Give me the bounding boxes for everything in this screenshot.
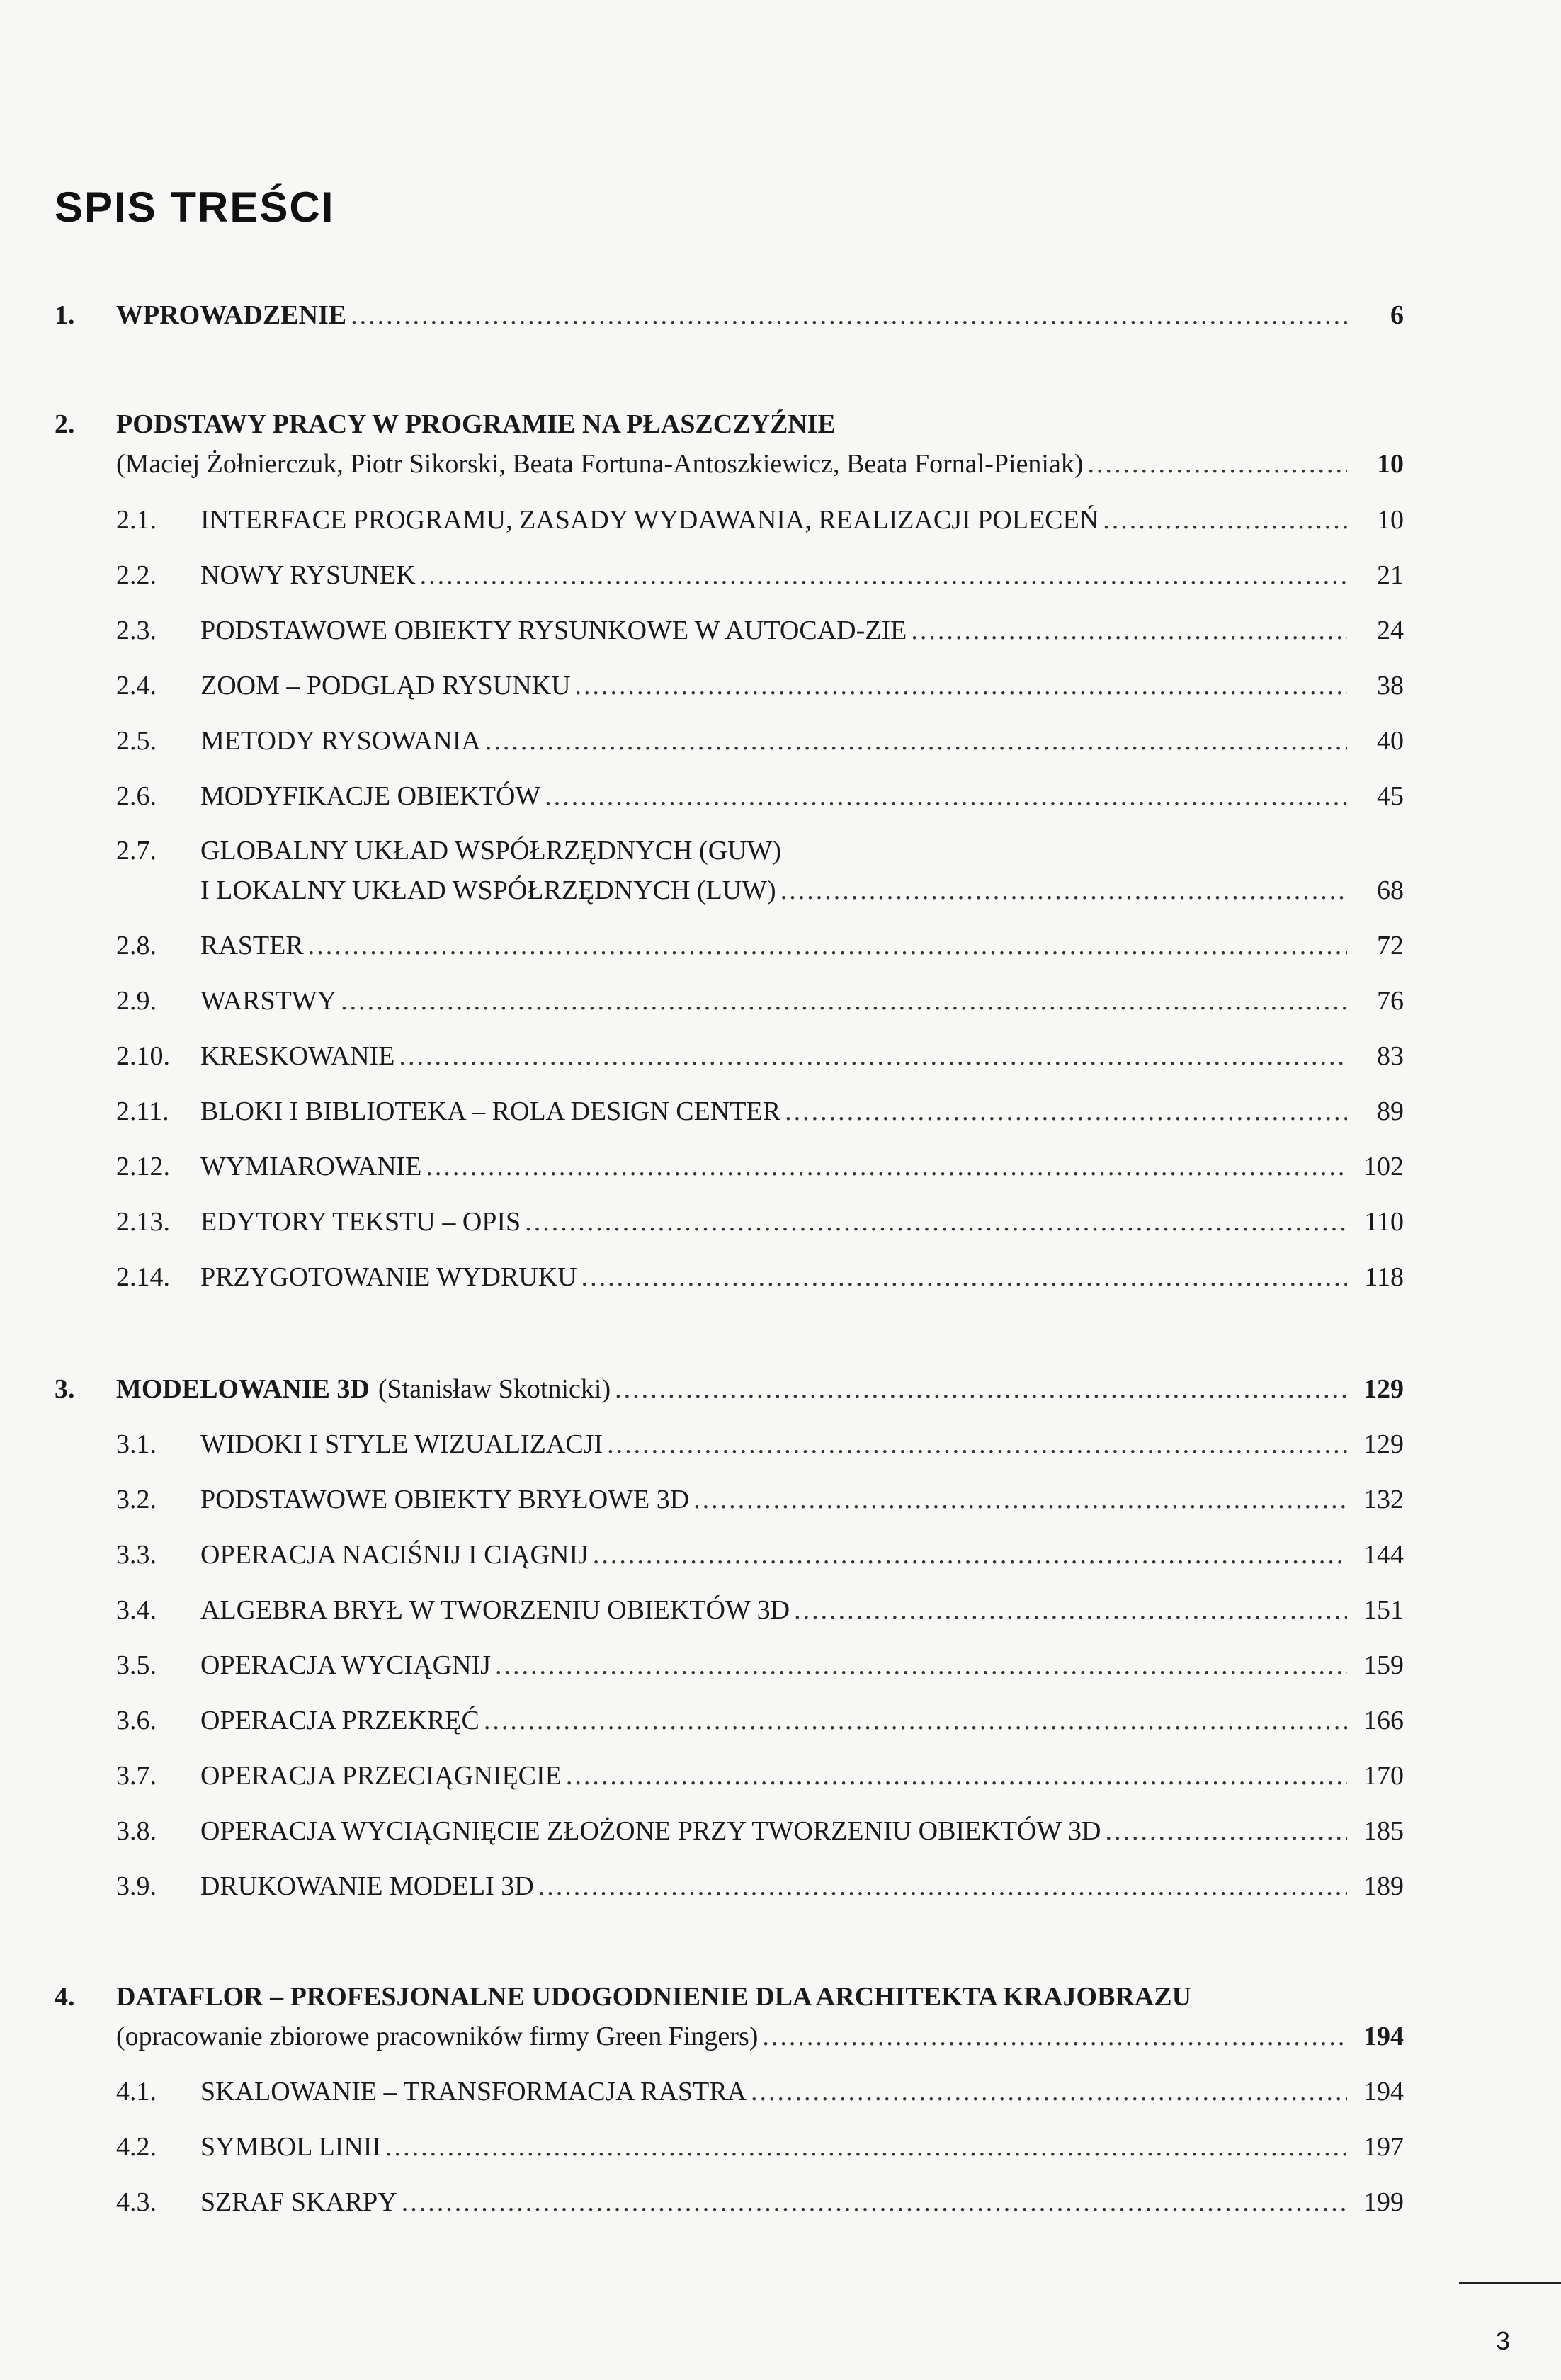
toc-page: 10 xyxy=(1377,505,1404,535)
toc-leader xyxy=(116,444,1347,484)
toc-number: 3.9. xyxy=(116,1871,157,1901)
toc-label: MODELOWANIE 3D xyxy=(116,1374,370,1404)
toc-label: NOWY RYSUNEK xyxy=(200,560,416,590)
toc-item[interactable] xyxy=(0,1866,1561,1906)
dot-leader xyxy=(762,2017,1347,2056)
toc-label: WIDOKI I STYLE WIZUALIZACJI xyxy=(200,1429,603,1459)
toc-label: EDYTORY TEKSTU – OPIS xyxy=(200,1207,521,1237)
page-title: SPIS TREŚCI xyxy=(55,183,335,231)
toc-page: 102 xyxy=(1363,1152,1404,1182)
dot-leader xyxy=(426,1147,1347,1186)
toc-page: 83 xyxy=(1377,1041,1404,1071)
toc-number: 4.2. xyxy=(116,2132,157,2162)
toc-number: 2.2. xyxy=(116,560,157,590)
toc-item[interactable] xyxy=(0,611,1561,650)
dot-leader xyxy=(566,1756,1347,1796)
toc-label: PODSTAWOWE OBIEKTY BRYŁOWE 3D xyxy=(200,1485,690,1514)
toc-label: INTERFACE PROGRAMU, ZASADY WYDAWANIA, REALIZACJI POLECEŃ xyxy=(200,505,1099,535)
toc-page: 76 xyxy=(1377,986,1404,1016)
toc-item[interactable] xyxy=(0,1036,1561,1076)
dot-leader xyxy=(575,666,1347,706)
toc-number: 3.1. xyxy=(116,1429,157,1459)
toc-label-line1: GLOBALNY UKŁAD WSPÓŁRZĘDNYCH (GUW) xyxy=(200,836,782,866)
toc-number: 2.5. xyxy=(116,726,157,756)
toc-page: 166 xyxy=(1363,1706,1404,1735)
toc-label: DRUKOWANIE MODELI 3D xyxy=(200,1871,534,1901)
toc-page: 144 xyxy=(1363,1540,1404,1570)
toc-page: 129 xyxy=(1363,1374,1404,1404)
dot-leader xyxy=(484,1701,1347,1740)
toc-item[interactable] xyxy=(0,981,1561,1021)
toc-number: 3.6. xyxy=(116,1706,157,1735)
toc-item-continuation[interactable] xyxy=(0,871,1561,910)
dot-leader xyxy=(1088,444,1347,484)
toc-label: SZRAF SKARPY xyxy=(200,2187,397,2217)
toc-label: ZOOM – PODGLĄD RYSUNKU xyxy=(200,671,571,701)
toc-item[interactable] xyxy=(0,1701,1561,1740)
toc-page: 151 xyxy=(1363,1595,1404,1625)
toc-page: 21 xyxy=(1377,560,1404,590)
toc-page: 6 xyxy=(1390,300,1404,330)
dot-leader xyxy=(785,1092,1347,1131)
toc-page: 40 xyxy=(1377,726,1404,756)
toc-label: WPROWADZENIE xyxy=(116,300,347,330)
toc-label: RASTER xyxy=(200,931,304,960)
dot-leader xyxy=(751,2072,1347,2112)
toc-label: KRESKOWANIE xyxy=(200,1041,395,1071)
dot-leader xyxy=(420,555,1347,595)
toc-label: SKALOWANIE – TRANSFORMACJA RASTRA xyxy=(200,2077,747,2107)
dot-leader xyxy=(693,1480,1347,1519)
toc-authors: (Maciej Żołnierczuk, Piotr Sikorski, Beata Fortuna-Antoszkiewicz, Beata Fornal-Pieniak) xyxy=(116,449,1084,479)
dot-leader xyxy=(308,926,1347,965)
toc-chapter-4-authors[interactable] xyxy=(0,2017,1561,2056)
toc-label: OPERACJA PRZEKRĘĆ xyxy=(200,1706,479,1735)
toc-page: 185 xyxy=(1363,1816,1404,1846)
toc-page: 45 xyxy=(1377,781,1404,811)
toc-item[interactable] xyxy=(0,926,1561,965)
toc-item[interactable] xyxy=(0,666,1561,706)
toc-number: 2.12. xyxy=(116,1152,170,1182)
toc-item[interactable] xyxy=(0,831,1561,871)
toc-authors: (opracowanie zbiorowe pracowników firmy Green Fingers) xyxy=(116,2022,759,2051)
toc-item[interactable] xyxy=(0,1257,1561,1297)
toc-page: 10 xyxy=(1377,449,1404,479)
dot-leader xyxy=(615,1369,1347,1409)
toc-page: 170 xyxy=(1363,1761,1404,1791)
toc-label: OPERACJA WYCIĄGNIĘCIE ZŁOŻONE PRZY TWORZENIU OBIEKTÓW 3D xyxy=(200,1816,1101,1846)
toc-item[interactable] xyxy=(0,1535,1561,1575)
toc-item[interactable] xyxy=(0,1756,1561,1796)
toc-number: 4.3. xyxy=(116,2187,157,2217)
toc-item[interactable] xyxy=(0,1424,1561,1464)
dot-leader xyxy=(385,2127,1347,2167)
dot-leader xyxy=(525,1202,1347,1242)
toc-number: 3.5. xyxy=(116,1650,157,1680)
toc-item[interactable] xyxy=(0,1147,1561,1186)
toc-item[interactable] xyxy=(0,2072,1561,2112)
dot-leader xyxy=(495,1645,1347,1685)
toc-label: PRZYGOTOWANIE WYDRUKU xyxy=(200,1262,577,1292)
toc-number: 2. xyxy=(55,409,75,439)
toc-number: 2.8. xyxy=(116,931,157,960)
dot-leader xyxy=(341,981,1347,1021)
toc-label: OPERACJA WYCIĄGNIJ xyxy=(200,1650,491,1680)
toc-page: 129 xyxy=(1363,1429,1404,1459)
toc-label: MODYFIKACJE OBIEKTÓW xyxy=(200,781,541,811)
toc-number: 2.6. xyxy=(116,781,157,811)
toc-item[interactable] xyxy=(0,555,1561,595)
toc-page: 194 xyxy=(1363,2077,1404,2107)
toc-number: 2.1. xyxy=(116,505,157,535)
toc-label: OPERACJA NACIŚNIJ I CIĄGNIJ xyxy=(200,1540,589,1570)
toc-page: 118 xyxy=(1364,1262,1404,1292)
toc-label: DATAFLOR – PROFESJONALNE UDOGODNIENIE DLA ARCHITEKTA KRAJOBRAZU xyxy=(116,1982,1192,2012)
toc-label: PODSTAWOWE OBIEKTY RYSUNKOWE W AUTOCAD-ZIE xyxy=(200,616,907,645)
toc-item[interactable] xyxy=(0,1092,1561,1131)
toc-chapter-2-authors[interactable] xyxy=(0,444,1561,484)
toc-page: 72 xyxy=(1377,931,1404,960)
toc-number: 2.3. xyxy=(116,616,157,645)
toc-item[interactable] xyxy=(0,1202,1561,1242)
dot-leader xyxy=(607,1424,1347,1464)
toc-item[interactable] xyxy=(0,721,1561,761)
toc-label: METODY RYSOWANIA xyxy=(200,726,481,756)
toc-page: 24 xyxy=(1377,616,1404,645)
toc-number: 2.9. xyxy=(116,986,157,1016)
dot-leader xyxy=(351,295,1347,335)
dot-leader xyxy=(485,721,1347,761)
toc-label: SYMBOL LINII xyxy=(200,2132,382,2162)
dot-leader xyxy=(1106,1811,1348,1851)
toc-page: 110 xyxy=(1364,1207,1404,1237)
toc-number: 3.7. xyxy=(116,1761,157,1791)
toc-page: 189 xyxy=(1363,1871,1404,1901)
toc-page: 132 xyxy=(1363,1485,1404,1514)
toc-chapter-4-heading[interactable] xyxy=(0,1977,1561,2017)
toc-number: 3.3. xyxy=(116,1540,157,1570)
toc-label: OPERACJA PRZECIĄGNIĘCIE xyxy=(200,1761,562,1791)
toc-number: 3.2. xyxy=(116,1485,157,1514)
toc-page: 89 xyxy=(1377,1096,1404,1126)
page-number: 3 xyxy=(1496,2326,1511,2355)
dot-leader xyxy=(581,1257,1347,1297)
toc-number: 2.11. xyxy=(116,1096,169,1126)
toc-item[interactable] xyxy=(0,500,1561,540)
dot-leader xyxy=(780,871,1347,910)
dot-leader xyxy=(794,1590,1347,1630)
dot-leader xyxy=(402,2182,1347,2222)
toc-page: 197 xyxy=(1363,2132,1404,2162)
toc-number: 2.13. xyxy=(116,1207,170,1237)
toc-page: 194 xyxy=(1363,2022,1404,2051)
toc-number: 1. xyxy=(55,300,75,330)
toc-number: 2.10. xyxy=(116,1041,170,1071)
toc-number: 2.14. xyxy=(116,1262,170,1292)
toc-label: ALGEBRA BRYŁ W TWORZENIU OBIEKTÓW 3D xyxy=(200,1595,790,1625)
toc-leader xyxy=(116,295,1347,335)
toc-label: WYMIAROWANIE xyxy=(200,1152,422,1182)
toc-item[interactable] xyxy=(0,1645,1561,1685)
toc-chapter-3[interactable] xyxy=(0,1369,1561,1409)
dot-leader xyxy=(1103,500,1347,540)
toc-page: 68 xyxy=(1377,876,1404,905)
toc-number: 4. xyxy=(55,1982,75,2012)
dot-leader xyxy=(545,776,1347,816)
toc-chapter-1[interactable] xyxy=(0,295,1561,335)
toc-authors: (Stanisław Skotnicki) xyxy=(378,1374,611,1404)
toc-item[interactable] xyxy=(0,1480,1561,1519)
toc-label: BLOKI I BIBLIOTEKA – ROLA DESIGN CENTER xyxy=(200,1096,781,1126)
toc-number: 2.7. xyxy=(116,836,157,866)
toc-page: 159 xyxy=(1363,1650,1404,1680)
toc-page: 199 xyxy=(1363,2187,1404,2217)
toc-label: I LOKALNY UKŁAD WSPÓŁRZĘDNYCH (LUW) xyxy=(200,876,776,905)
dot-leader xyxy=(399,1036,1347,1076)
toc-item[interactable] xyxy=(0,2127,1561,2167)
toc-page: 38 xyxy=(1377,671,1404,701)
toc-item[interactable] xyxy=(0,2182,1561,2222)
toc-label: WARSTWY xyxy=(200,986,337,1016)
dot-leader xyxy=(538,1866,1347,1906)
toc-item[interactable] xyxy=(0,1590,1561,1630)
dot-leader xyxy=(911,611,1347,650)
toc-number: 4.1. xyxy=(116,2077,157,2107)
toc-chapter-2-heading[interactable] xyxy=(0,404,1561,444)
toc-number: 3.8. xyxy=(116,1816,157,1846)
toc-item[interactable] xyxy=(0,776,1561,816)
toc-number: 3. xyxy=(55,1374,75,1404)
toc-number: 2.4. xyxy=(116,671,157,701)
toc-label: PODSTAWY PRACY W PROGRAMIE NA PŁASZCZYŹNIE xyxy=(116,409,836,439)
toc-item[interactable] xyxy=(0,1811,1561,1851)
dot-leader xyxy=(593,1535,1347,1575)
toc-number: 3.4. xyxy=(116,1595,157,1625)
footer-rule xyxy=(1459,2282,1561,2284)
